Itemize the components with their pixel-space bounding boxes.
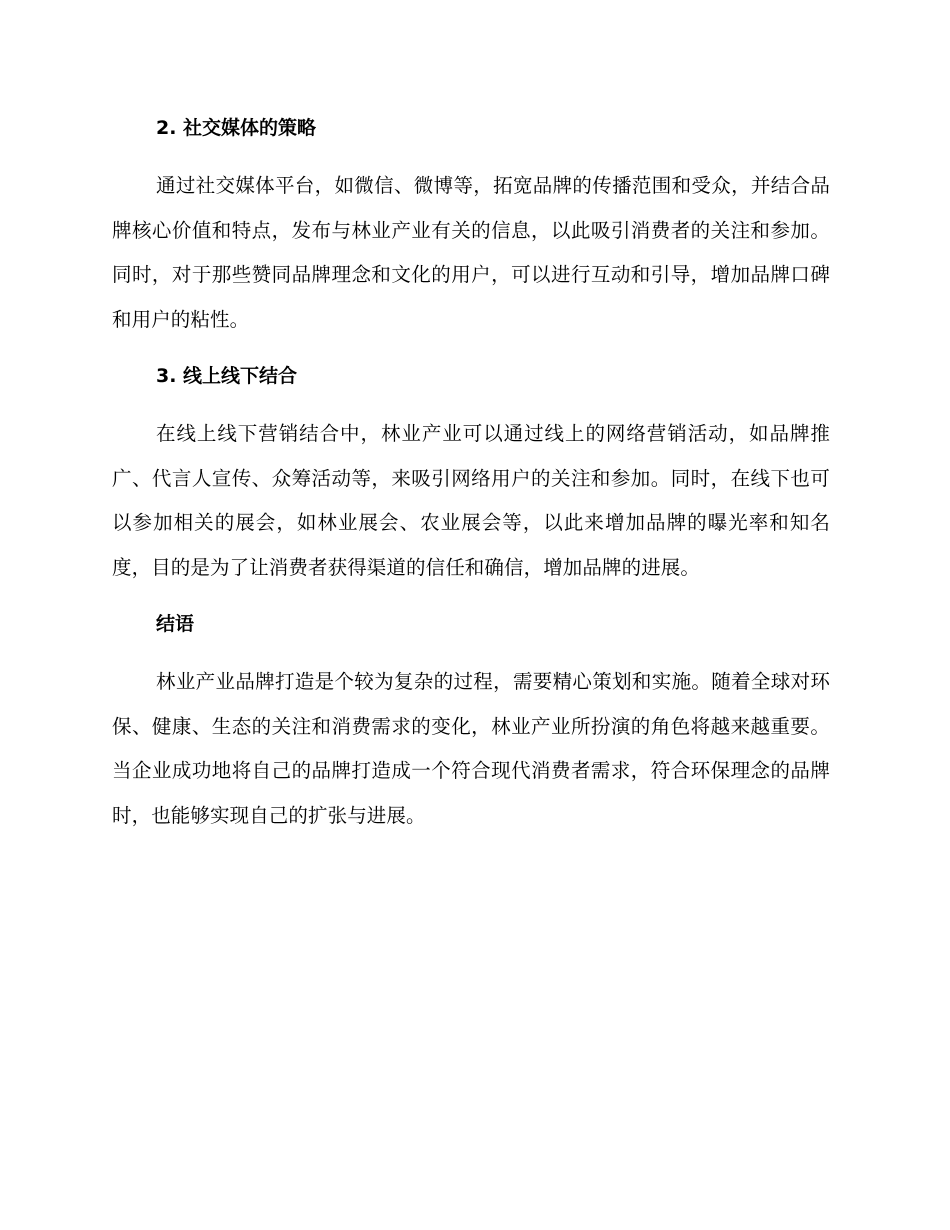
document-body — [112, 112, 830, 838]
section-heading-online-offline: 3. 线上线下结合 — [156, 365, 298, 387]
section-heading-social-media: 2. 社交媒体的策略 — [156, 117, 317, 139]
section-paragraph-conclusion: 林业产业品牌打造是个较为复杂的过程，需要精心策划和实施。随着全球对环保、健康、生态的关注和消费需求的变化，林业产业所扮演的角色将越来越重要。当企业成功地将自己的品牌打造成一个符合现代消费者需求，符合环保理念的品牌时，也能够实现自己的扩张与进展。 — [112, 670, 830, 827]
section-paragraph-social-media: 通过社交媒体平台，如微信、微博等，拓宽品牌的传播范围和受众，并结合品牌核心价值和特点，发布与林业产业有关的信息，以此吸引消费者的关注和参加。同时，对于那些赞同品牌理念和文化的用户，可以进行互动和引导，增加品牌口碑和用户的粘性。 — [112, 174, 830, 331]
section-paragraph-online-offline: 在线上线下营销结合中，林业产业可以通过线上的网络营销活动，如品牌推广、代言人宣传、众筹活动等，来吸引网络用户的关注和参加。同时，在线下也可以参加相关的展会，如林业展会、农业展会等，以此来增加品牌的曝光率和知名度，目的是为了让消费者获得渠道的信任和确信，增加品牌的进展。 — [112, 422, 830, 579]
section-heading-conclusion: 结语 — [156, 613, 195, 635]
